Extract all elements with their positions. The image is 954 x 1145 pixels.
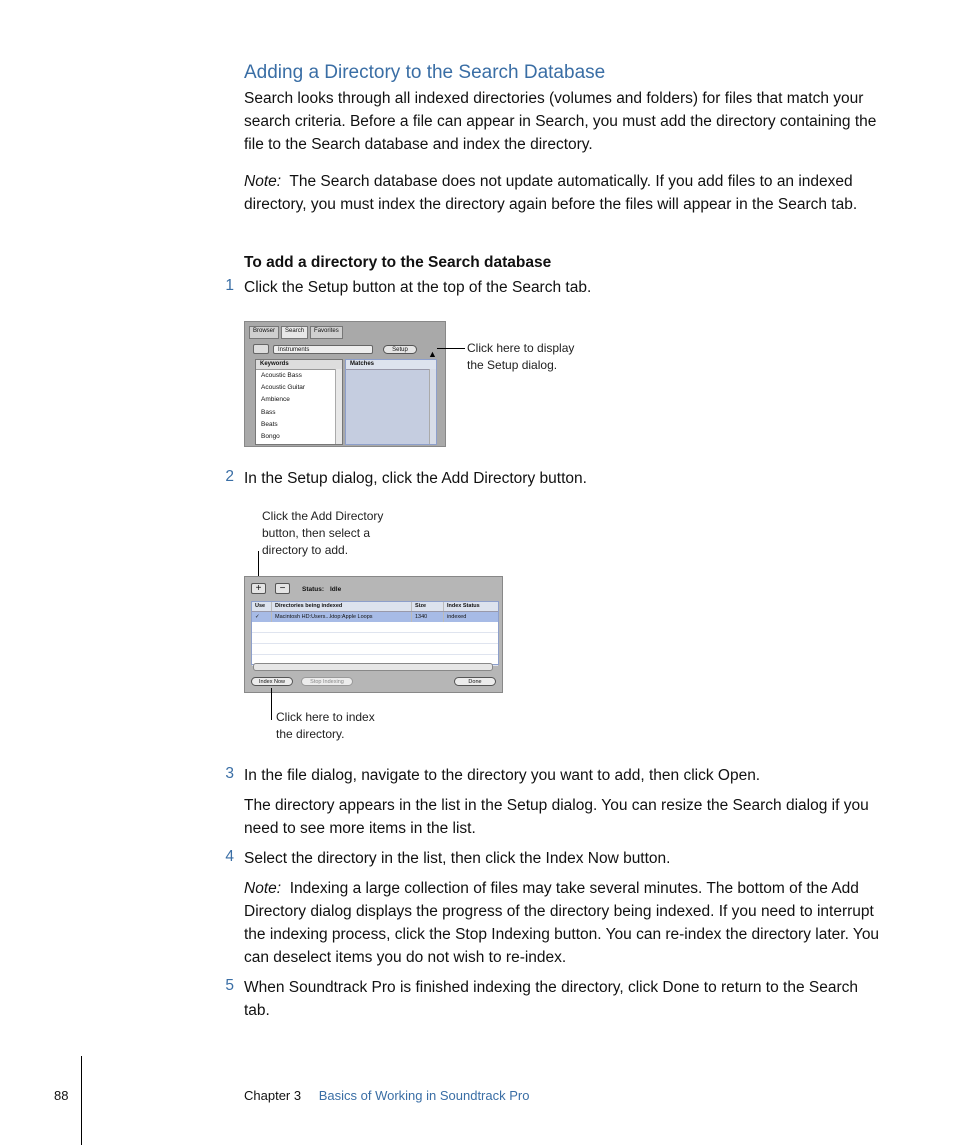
callout-text: button, then select a: [262, 526, 371, 540]
keyword-item[interactable]: Beats: [261, 420, 278, 428]
callout-line: [437, 348, 465, 349]
chapter-label: Chapter 3: [244, 1088, 302, 1103]
view-toggle-icon[interactable]: [253, 344, 269, 354]
category-popup[interactable]: Instruments: [273, 345, 373, 354]
keywords-list: [255, 359, 343, 445]
column-use: Use: [252, 602, 272, 611]
column-directories: Directories being indexed: [272, 602, 412, 611]
remove-directory-button[interactable]: −: [275, 583, 290, 594]
table-row: [252, 644, 498, 655]
note-text: Indexing a large collection of files may take several minutes. The bottom of the Add Directory dialog displays the progress of the directory being indexed. If you need to interrupt the indexing process, click the Stop Indexing button. You can re-index the directory later. You can deselect items you do not wish to re-index.: [244, 880, 880, 966]
tab-bar: [249, 326, 343, 339]
step-number: 4: [225, 848, 234, 865]
callout-text: Click here to display: [467, 341, 575, 355]
directory-table: [251, 601, 499, 665]
directory-size: 1340: [412, 612, 444, 622]
note-label: Note:: [244, 880, 282, 897]
note-text: The Search database does not update automatically. If you add files to an indexed directory, you must index the directory again before the files will appear in the Search tab.: [244, 173, 858, 213]
callout-text: the directory.: [276, 727, 345, 741]
step-text: Click the Setup button at the top of the Search tab.: [244, 279, 592, 296]
tab-search[interactable]: Search: [281, 326, 308, 339]
search-tab-screenshot: [244, 321, 446, 447]
keyword-item[interactable]: Acoustic Guitar: [261, 384, 306, 392]
keyword-item[interactable]: Bass: [261, 408, 276, 416]
keywords-scrollbar[interactable]: [335, 369, 342, 444]
table-row[interactable]: [252, 612, 498, 622]
callout-text: directory to add.: [262, 543, 349, 557]
keyword-item[interactable]: Acoustic Bass: [261, 372, 302, 379]
keyword-item[interactable]: Ambience: [261, 396, 290, 404]
procedure-title: To add a directory to the Search database: [244, 254, 552, 271]
section-heading: Adding a Directory to the Search Database: [244, 62, 606, 83]
step-number: 3: [225, 765, 234, 782]
status-value: Idle: [330, 586, 342, 593]
column-index-status: Index Status: [447, 603, 480, 609]
callout-text: Click here to index: [276, 710, 375, 724]
step-text: In the file dialog, navigate to the directory you want to add, then click Open.: [244, 767, 761, 784]
matches-header: Matches: [346, 360, 436, 370]
chapter-footer: [244, 1088, 529, 1103]
note-paragraph-1: [244, 170, 884, 216]
step-text: When Soundtrack Pro is finished indexing the directory, click Done to return to the Search tab.: [244, 979, 858, 1019]
directory-status: indexed: [447, 614, 467, 620]
page-number: 88: [54, 1088, 69, 1103]
horizontal-scrollbar[interactable]: [253, 663, 493, 671]
table-header: [252, 602, 498, 612]
matches-scrollbar[interactable]: [429, 369, 436, 444]
table-row: [252, 622, 498, 633]
index-now-button[interactable]: Index Now: [251, 677, 293, 686]
search-toolbar: [253, 344, 417, 354]
tab-favorites[interactable]: Favorites: [310, 326, 343, 339]
step-number: 5: [225, 977, 234, 994]
intro-paragraph: Search looks through all indexed directories (volumes and folders) for files that match your search criteria. Before a file can appear in Search, you must add the directory containing the file to the Search database and index the directory.: [244, 90, 877, 153]
footer-divider: [81, 1056, 82, 1145]
note-label: Note:: [244, 173, 282, 190]
setup-callout: [467, 340, 574, 374]
keywords-header: Keywords: [256, 360, 342, 370]
step-text: In the Setup dialog, click the Add Directory button.: [244, 470, 587, 487]
keyword-item[interactable]: Bongo: [261, 432, 280, 440]
pointer-cursor-icon: ▲: [428, 349, 437, 359]
callout-line: [271, 688, 272, 720]
step-number: 2: [225, 468, 234, 485]
directory-path: Macintosh HD:Users...ktop:Apple Loops: [272, 612, 412, 622]
note-paragraph-2: [244, 877, 884, 969]
matches-list: [345, 359, 437, 445]
status-label: Status:: [302, 586, 325, 593]
index-now-callout: [276, 709, 375, 743]
callout-text: the Setup dialog.: [467, 358, 558, 372]
step-number: 1: [225, 277, 234, 294]
callout-text: Click the Add Directory: [262, 509, 384, 523]
stop-indexing-button[interactable]: Stop Indexing: [301, 677, 353, 686]
use-checkbox[interactable]: ✓: [252, 612, 272, 622]
step-3-followup: The directory appears in the list in the Setup dialog. You can resize the Search dialog if you need to see more items in the list.: [244, 797, 869, 837]
setup-button[interactable]: Setup: [383, 345, 417, 354]
table-row: [252, 633, 498, 644]
add-directory-callout: [262, 508, 383, 559]
setup-dialog-screenshot: [244, 576, 503, 693]
tab-browser[interactable]: Browser: [249, 326, 279, 339]
column-size: Size: [412, 602, 444, 611]
add-directory-button[interactable]: +: [251, 583, 266, 594]
chapter-title: Basics of Working in Soundtrack Pro: [318, 1088, 530, 1103]
done-button[interactable]: Done: [454, 677, 496, 686]
step-text: Select the directory in the list, then click the Index Now button.: [244, 850, 671, 867]
